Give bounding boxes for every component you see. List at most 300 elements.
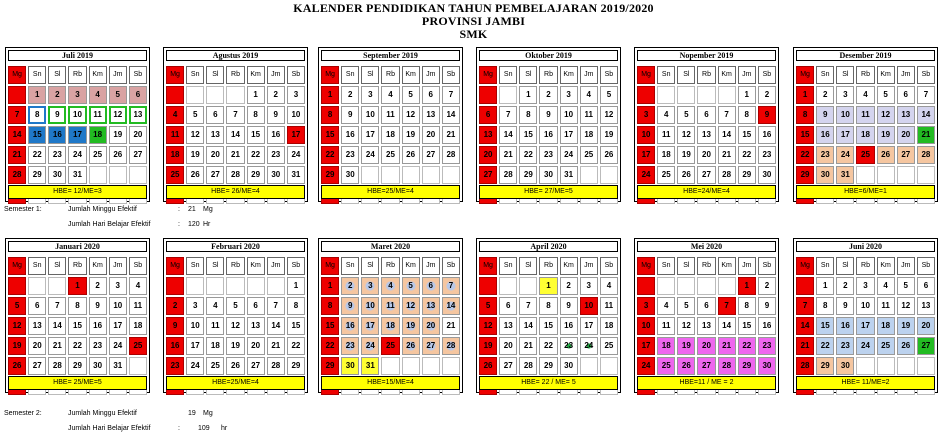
weekday-header: Sn xyxy=(499,257,517,275)
weekday-header: Km xyxy=(89,66,107,84)
empty-cell xyxy=(600,166,618,184)
day-cell: 4 xyxy=(381,277,399,295)
day-cell: 15 xyxy=(519,126,537,144)
day-cell: 22 xyxy=(247,146,265,164)
day-cell: 28 xyxy=(442,146,460,164)
weekday-header: Km xyxy=(877,257,895,275)
day-cell: 1 xyxy=(738,86,756,104)
day-cell: 2 xyxy=(341,86,359,104)
weekday-header: Sn xyxy=(816,66,834,84)
day-cell: 10 xyxy=(109,297,127,315)
day-cell: 29 xyxy=(738,357,756,375)
day-cell: 8 xyxy=(539,297,557,315)
weekday-header: Rb xyxy=(226,257,244,275)
day-cell: 12 xyxy=(109,106,127,124)
day-cell: 8 xyxy=(321,106,339,124)
day-cell: 24 xyxy=(560,146,578,164)
day-cell: 17 xyxy=(186,337,204,355)
day-cell: 1 xyxy=(321,277,339,295)
day-cell: 13 xyxy=(479,126,497,144)
day-cell: 13 xyxy=(206,126,224,144)
month-title: Desember 2019 xyxy=(796,50,935,61)
day-cell: 14 xyxy=(442,106,460,124)
day-cell: 21 xyxy=(442,126,460,144)
day-cell: 20 xyxy=(247,337,265,355)
day-cell: 21 xyxy=(718,337,736,355)
day-cell: 11 xyxy=(856,106,874,124)
day-cell: 7 xyxy=(917,86,935,104)
month-grid xyxy=(479,66,618,204)
day-cell: 27 xyxy=(206,166,224,184)
day-cell: 19 xyxy=(479,337,497,355)
weekday-header: Rb xyxy=(539,257,557,275)
day-cell: 30 xyxy=(836,357,854,375)
empty-cell xyxy=(402,166,420,184)
empty-cell xyxy=(697,86,715,104)
day-cell: 18 xyxy=(381,317,399,335)
day-cell: 14 xyxy=(48,317,66,335)
day-cell: 26 xyxy=(479,357,497,375)
empty-cell xyxy=(267,277,285,295)
day-cell: 15 xyxy=(287,317,305,335)
day-cell: 11 xyxy=(877,297,895,315)
month-grid xyxy=(321,257,460,395)
month-grid xyxy=(166,66,305,204)
day-cell: 8 xyxy=(738,106,756,124)
sem1-weeks-label: Jumlah Minggu Efektif xyxy=(68,206,137,213)
day-cell: 20 xyxy=(422,317,440,335)
day-cell: 22 xyxy=(738,337,756,355)
day-cell: 14 xyxy=(226,126,244,144)
day-cell: 16 xyxy=(341,317,359,335)
day-cell: 11 xyxy=(89,106,107,124)
empty-cell xyxy=(637,86,655,104)
day-cell: 2 xyxy=(341,277,359,295)
sem2-days-label: Jumlah Hari Belajar Efektif xyxy=(68,425,151,432)
day-cell: 6 xyxy=(697,106,715,124)
day-cell: 6 xyxy=(499,297,517,315)
day-cell: 11 xyxy=(657,126,675,144)
day-cell: 16 xyxy=(539,126,557,144)
day-cell: 14 xyxy=(519,317,537,335)
weekday-header: Mg xyxy=(796,257,814,275)
day-cell: 26 xyxy=(8,357,26,375)
sem1-weeks-value: 21 xyxy=(188,206,196,213)
day-cell: 20 xyxy=(897,126,915,144)
day-cell: 20 xyxy=(28,337,46,355)
day-cell: 23 xyxy=(758,337,776,355)
day-cell: 5 xyxy=(402,86,420,104)
empty-cell xyxy=(129,166,147,184)
day-cell: 29 xyxy=(68,357,86,375)
day-cell: 12 xyxy=(877,106,895,124)
day-cell: 30 xyxy=(341,166,359,184)
sem2-weeks-unit: Mg xyxy=(203,410,213,417)
day-cell: 19 xyxy=(600,126,618,144)
day-cell: 14 xyxy=(8,126,26,144)
day-cell: 24 xyxy=(361,337,379,355)
day-cell: 25 xyxy=(657,357,675,375)
day-cell: 16 xyxy=(836,317,854,335)
sem2-days-sep: : xyxy=(178,425,180,432)
day-cell: 29 xyxy=(321,166,339,184)
weekday-header: Jm xyxy=(109,257,127,275)
day-cell: 3 xyxy=(287,86,305,104)
weekday-header: Sn xyxy=(186,66,204,84)
day-cell: 29 xyxy=(321,357,339,375)
day-cell: 12 xyxy=(677,126,695,144)
day-cell: 18 xyxy=(381,126,399,144)
hbe-footer: HBE= 11/ME=2 xyxy=(796,376,935,390)
empty-cell xyxy=(442,357,460,375)
weekday-header: Sb xyxy=(442,257,460,275)
day-cell: 30 xyxy=(560,357,578,375)
empty-cell xyxy=(442,166,460,184)
day-cell: 9 xyxy=(539,106,557,124)
empty-cell xyxy=(109,166,127,184)
day-cell: 21 xyxy=(442,317,460,335)
weekday-header: Mg xyxy=(479,66,497,84)
day-cell: 25 xyxy=(877,337,895,355)
day-cell: 21 xyxy=(267,337,285,355)
month-grid xyxy=(637,66,776,204)
day-cell: 1 xyxy=(247,86,265,104)
day-cell: 18 xyxy=(600,317,618,335)
day-cell: 21 xyxy=(8,146,26,164)
day-cell: 26 xyxy=(877,146,895,164)
day-cell: 1 xyxy=(738,277,756,295)
day-cell: 5 xyxy=(402,277,420,295)
day-cell: 25 xyxy=(381,146,399,164)
weekday-header: Km xyxy=(718,66,736,84)
weekday-header: Rb xyxy=(539,66,557,84)
day-cell: 15 xyxy=(816,317,834,335)
day-cell: 12 xyxy=(8,317,26,335)
month-block xyxy=(5,47,150,202)
weekday-header: Sn xyxy=(499,66,517,84)
empty-cell xyxy=(877,357,895,375)
day-cell: 10 xyxy=(580,297,598,315)
day-cell: 19 xyxy=(877,126,895,144)
day-cell: 5 xyxy=(677,297,695,315)
empty-cell xyxy=(381,166,399,184)
sem2-weeks-value: 19 xyxy=(188,410,196,417)
day-cell: 8 xyxy=(68,297,86,315)
empty-cell xyxy=(499,86,517,104)
sem1-days-value: 120 xyxy=(188,221,200,228)
day-cell: 1 xyxy=(68,277,86,295)
weekday-header: Jm xyxy=(109,66,127,84)
day-cell: 10 xyxy=(637,317,655,335)
day-cell: 12 xyxy=(226,317,244,335)
weekday-header: Sb xyxy=(758,66,776,84)
day-cell: 25 xyxy=(600,337,618,355)
empty-cell xyxy=(897,357,915,375)
weekday-header: Sl xyxy=(48,257,66,275)
weekday-header: Sn xyxy=(341,66,359,84)
day-cell: 5 xyxy=(8,297,26,315)
hbe-footer: HBE= 12/ME=3 xyxy=(8,185,147,199)
month-block xyxy=(5,238,150,393)
weekday-header: Jm xyxy=(897,66,915,84)
weekday-header: Sn xyxy=(657,66,675,84)
day-cell: 28 xyxy=(718,357,736,375)
day-cell: 19 xyxy=(186,146,204,164)
day-cell: 11 xyxy=(129,297,147,315)
day-cell: 18 xyxy=(856,126,874,144)
weekday-header: Sb xyxy=(758,257,776,275)
hbe-footer: HBE= 26/ME=4 xyxy=(166,185,305,199)
day-cell: 24 xyxy=(68,146,86,164)
weekday-header: Jm xyxy=(738,66,756,84)
weekday-header: Km xyxy=(402,257,420,275)
day-cell: 21 xyxy=(917,126,935,144)
day-cell: 10 xyxy=(836,106,854,124)
day-cell: 6 xyxy=(206,106,224,124)
weekday-header: Mg xyxy=(479,257,497,275)
day-cell: 6 xyxy=(28,297,46,315)
day-cell: 6 xyxy=(247,297,265,315)
empty-cell xyxy=(166,86,184,104)
day-cell: 15 xyxy=(539,317,557,335)
day-cell: 1 xyxy=(28,86,46,104)
day-cell: 6 xyxy=(422,277,440,295)
day-cell: 7 xyxy=(718,297,736,315)
day-cell: 3 xyxy=(856,277,874,295)
day-cell: 17 xyxy=(580,317,598,335)
month-grid xyxy=(166,257,305,395)
month-grid xyxy=(8,66,147,204)
day-cell: 3 xyxy=(109,277,127,295)
day-cell: 3 xyxy=(68,86,86,104)
day-cell: 10 xyxy=(560,106,578,124)
day-cell: 28 xyxy=(442,337,460,355)
day-cell: 22 xyxy=(519,146,537,164)
day-cell: 20 xyxy=(422,126,440,144)
day-cell: 20 xyxy=(129,126,147,144)
day-cell: 12 xyxy=(600,106,618,124)
day-cell: 9 xyxy=(560,297,578,315)
day-cell: 8 xyxy=(519,106,537,124)
weekday-header: Sl xyxy=(677,66,695,84)
day-cell: 28 xyxy=(796,357,814,375)
weekday-header: Sn xyxy=(341,257,359,275)
weekday-header: Sl xyxy=(206,66,224,84)
weekday-header: Rb xyxy=(381,257,399,275)
day-cell: 19 xyxy=(109,126,127,144)
day-cell: 28 xyxy=(519,357,537,375)
day-cell: 16 xyxy=(816,126,834,144)
empty-cell xyxy=(129,357,147,375)
day-cell: 25 xyxy=(89,146,107,164)
calendar-school-level: SMK xyxy=(459,27,488,41)
day-cell: 28 xyxy=(8,166,26,184)
empty-cell xyxy=(637,277,655,295)
empty-cell xyxy=(206,277,224,295)
day-cell: 13 xyxy=(499,317,517,335)
month-grid xyxy=(637,257,776,395)
day-cell: 2 xyxy=(758,277,776,295)
day-cell: 26 xyxy=(677,166,695,184)
empty-cell xyxy=(600,357,618,375)
empty-cell xyxy=(917,357,935,375)
hbe-footer: HBE=11 / ME = 2 xyxy=(637,376,776,390)
weekday-header: Mg xyxy=(321,257,339,275)
day-cell: 27 xyxy=(28,357,46,375)
day-cell: 13 xyxy=(697,126,715,144)
day-cell: 11 xyxy=(381,297,399,315)
month-block xyxy=(476,47,621,202)
day-cell: 26 xyxy=(677,357,695,375)
day-cell: 4 xyxy=(600,277,618,295)
day-cell: 4 xyxy=(877,277,895,295)
month-grid xyxy=(321,66,460,204)
weekday-header: Sl xyxy=(206,257,224,275)
empty-cell xyxy=(877,166,895,184)
day-cell: 27 xyxy=(697,166,715,184)
day-cell: 25 xyxy=(206,357,224,375)
empty-cell xyxy=(226,277,244,295)
day-cell: 9 xyxy=(166,317,184,335)
weekday-header: Sb xyxy=(129,257,147,275)
day-cell: 4 xyxy=(381,86,399,104)
empty-cell xyxy=(677,277,695,295)
day-cell: 14 xyxy=(442,297,460,315)
day-cell: 18 xyxy=(166,146,184,164)
day-cell: 13 xyxy=(129,106,147,124)
day-cell: 3 xyxy=(580,277,598,295)
day-cell: 24 xyxy=(580,337,598,355)
day-cell: 30 xyxy=(816,166,834,184)
day-cell: 28 xyxy=(718,166,736,184)
empty-cell xyxy=(186,277,204,295)
empty-cell xyxy=(422,357,440,375)
weekday-header: Mg xyxy=(796,66,814,84)
month-title: Mei 2020 xyxy=(637,241,776,252)
day-cell: 19 xyxy=(402,317,420,335)
day-cell: 12 xyxy=(677,317,695,335)
empty-cell xyxy=(519,277,537,295)
month-title: Januari 2020 xyxy=(8,241,147,252)
sem2-days-unit: hr xyxy=(221,425,228,432)
day-cell: 14 xyxy=(796,317,814,335)
day-cell: 17 xyxy=(109,317,127,335)
day-cell: 21 xyxy=(796,337,814,355)
day-cell: 23 xyxy=(48,146,66,164)
day-cell: 2 xyxy=(816,86,834,104)
month-grid xyxy=(8,257,147,395)
day-cell: 3 xyxy=(361,277,379,295)
day-cell: 17 xyxy=(68,126,86,144)
day-cell: 19 xyxy=(226,337,244,355)
day-cell: 15 xyxy=(28,126,46,144)
day-cell: 27 xyxy=(422,337,440,355)
weekday-header: Sb xyxy=(287,257,305,275)
day-cell: 9 xyxy=(816,106,834,124)
day-cell: 3 xyxy=(637,106,655,124)
weekday-header: Jm xyxy=(267,257,285,275)
empty-cell xyxy=(917,166,935,184)
day-cell: 3 xyxy=(637,297,655,315)
day-cell: 1 xyxy=(519,86,537,104)
weekday-header: Sl xyxy=(361,257,379,275)
day-cell: 7 xyxy=(48,297,66,315)
day-cell: 18 xyxy=(657,337,675,355)
weekday-header: Sl xyxy=(519,257,537,275)
month-block xyxy=(476,238,621,393)
day-cell: 24 xyxy=(836,146,854,164)
day-cell: 26 xyxy=(402,337,420,355)
day-cell: 10 xyxy=(856,297,874,315)
day-cell: 18 xyxy=(580,126,598,144)
weekday-header: Jm xyxy=(267,66,285,84)
hbe-footer: HBE=25/ME=4 xyxy=(321,185,460,199)
sem2-weeks-label: Jumlah Minggu Efektif xyxy=(68,410,137,417)
day-cell: 20 xyxy=(917,317,935,335)
empty-cell xyxy=(718,277,736,295)
day-cell: 22 xyxy=(28,146,46,164)
weekday-header: Mg xyxy=(8,66,26,84)
weekday-header: Mg xyxy=(8,257,26,275)
weekday-header: Sl xyxy=(519,66,537,84)
day-cell: 9 xyxy=(89,297,107,315)
day-cell: 22 xyxy=(796,146,814,164)
weekday-header: Km xyxy=(560,257,578,275)
month-title: Februari 2020 xyxy=(166,241,305,252)
empty-cell xyxy=(247,277,265,295)
day-cell: 7 xyxy=(718,106,736,124)
day-cell: 22 xyxy=(539,337,557,355)
hbe-footer: HBE= 22 / ME= 5 xyxy=(479,376,618,390)
day-cell: 11 xyxy=(381,106,399,124)
weekday-header: Km xyxy=(560,66,578,84)
day-cell: 4 xyxy=(580,86,598,104)
empty-cell xyxy=(166,277,184,295)
day-cell: 2 xyxy=(539,86,557,104)
day-cell: 25 xyxy=(166,166,184,184)
day-cell: 5 xyxy=(479,297,497,315)
day-cell: 14 xyxy=(499,126,517,144)
day-cell: 24 xyxy=(637,357,655,375)
day-cell: 23 xyxy=(341,146,359,164)
weekday-header: Rb xyxy=(697,66,715,84)
weekday-header: Rb xyxy=(697,257,715,275)
day-cell: 4 xyxy=(206,297,224,315)
day-cell: 7 xyxy=(442,86,460,104)
day-cell: 6 xyxy=(422,86,440,104)
day-cell: 11 xyxy=(657,317,675,335)
day-cell: 1 xyxy=(816,277,834,295)
day-cell: 8 xyxy=(796,106,814,124)
weekday-header: Sn xyxy=(28,66,46,84)
day-cell: 2 xyxy=(89,277,107,295)
day-cell: 29 xyxy=(519,166,537,184)
day-cell: 29 xyxy=(738,166,756,184)
day-cell: 5 xyxy=(226,297,244,315)
day-cell: 27 xyxy=(247,357,265,375)
day-cell: 29 xyxy=(247,166,265,184)
day-cell: 23 xyxy=(816,146,834,164)
day-cell: 2 xyxy=(836,277,854,295)
day-cell: 29 xyxy=(28,166,46,184)
day-cell: 14 xyxy=(917,106,935,124)
day-cell: 25 xyxy=(856,146,874,164)
day-cell: 16 xyxy=(341,126,359,144)
day-cell: 8 xyxy=(321,297,339,315)
day-cell: 26 xyxy=(109,146,127,164)
day-cell: 9 xyxy=(341,106,359,124)
day-cell: 13 xyxy=(247,317,265,335)
